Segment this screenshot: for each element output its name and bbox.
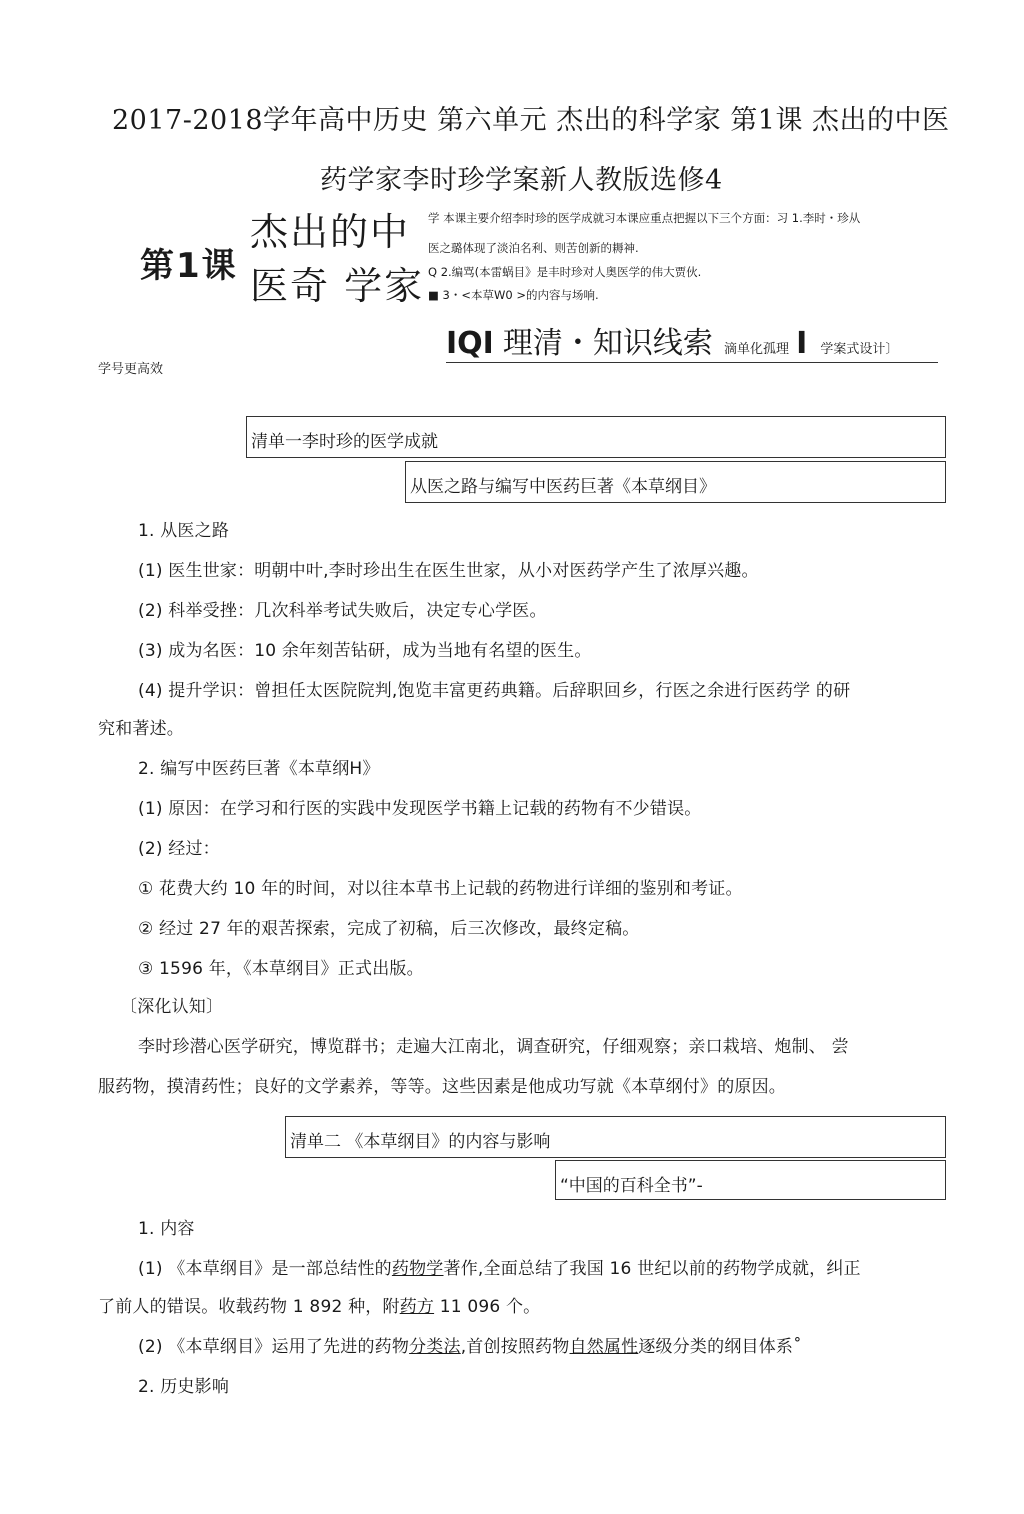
section-header-title: 理清・知识线索: [502, 326, 713, 361]
text-line: ① 花费大约 10 年的时间，对以往本草书上记载的药物进行详细的鉴别和考证。: [138, 879, 743, 899]
section-header-note-1: 滴单化孤理: [724, 342, 790, 357]
text-line: 究和著述。: [98, 719, 184, 739]
text-line: 李时珍潜心医学研究，博览群书；走遍大江南北，调查研究，仔细观察；亲口栽培、炮制、 尝: [138, 1037, 849, 1057]
lesson-name-line-2: 医奇 学家: [250, 264, 425, 308]
text-line: (2) 经过：: [138, 839, 220, 859]
section-header-continued: 学号更高效: [98, 362, 164, 377]
text-segment: 逐级分类的纲目体系˚: [638, 1337, 802, 1357]
lesson-intro-line-1: 学 本课主要介绍李时珍的医学成就习本课应重点把握以下三个方面：习 1.李时・珍从: [428, 211, 861, 225]
text-segment: (2) 《本草纲目》运用了先进的药物: [138, 1337, 410, 1357]
text-segment: 11 096 个。: [434, 1297, 541, 1317]
list-2-subtitle-box: [555, 1160, 946, 1200]
section-header-bar: I: [796, 326, 808, 361]
list-2-title: 清单二 《本草纲目》的内容与影响: [290, 1132, 551, 1152]
text-segment: ,首创按照药物: [460, 1337, 570, 1357]
section-header-note-2: 学案式设计〕: [820, 342, 899, 357]
list-1-subtitle: 从医之路与编写中医药巨著《本草纲目》: [410, 477, 716, 497]
text-line: (1) 医生世家：明朝中叶,李时珍出生在医生世家，从小对医药学产生了浓厚兴趣。: [138, 561, 759, 581]
text-segment: (1) 《本草纲目》是一部总结性的: [138, 1259, 392, 1279]
underlined-term: 分类法: [409, 1337, 461, 1357]
list-1-title: 清单一李时珍的医学成就: [251, 432, 438, 452]
text-line: [138, 1254, 861, 1279]
underlined-term: 自然属性: [569, 1337, 639, 1357]
section-header: [446, 318, 938, 363]
list-2-title-box: [285, 1116, 946, 1158]
text-line: ③ 1596 年，《本草纲目》正式出版。: [138, 959, 424, 979]
text-line: (2) 科举受挫：几次科举考试失败后，决定专心学医。: [138, 601, 547, 621]
text-line: (3) 成为名医：10 余年刻苦钻研，成为当地有名望的医生。: [138, 641, 592, 661]
text-line: 2. 历史影响: [138, 1377, 230, 1397]
underlined-term: 药方: [399, 1297, 435, 1317]
text-segment: 了前人的错误。收载药物 1 892 种，附: [98, 1297, 400, 1317]
lesson-intro-line-2: 医之璐体现了淡泊名利、则苦创新的耨神.: [428, 241, 639, 255]
text-line: 1. 内容: [138, 1219, 195, 1239]
section-header-icon: IQI: [446, 326, 494, 361]
lesson-intro-line-3: Q 2.编骂(本雷蜗目》是丰时珍对人奥医学的伟大贾伙.: [428, 265, 702, 279]
text-line: [138, 1332, 802, 1357]
lesson-label: 第1课: [140, 246, 238, 286]
text-line: (1) 原因：在学习和行医的实践中发现医学书籍上记载的药物有不少错误。: [138, 799, 702, 819]
list-1-subtitle-box: [405, 461, 946, 503]
text-line: 〔深化认知〕: [120, 997, 224, 1017]
text-line: 服药物，摸清药性；良好的文学素养，等等。这些因素是他成功写就《本草纲付》的原因。: [98, 1077, 786, 1097]
text-line: (4) 提升学识：曾担任太医院院判,饱览丰富更药典籍。后辞职回乡，行医之余进行医药学 的研: [138, 681, 851, 701]
lesson-name-line-1: 杰出的中: [250, 210, 411, 254]
text-line: 2. 编写中医药巨著《本草纲H》: [138, 759, 380, 779]
text-line: ② 经过 27 年的艰苦探索，完成了初稿，后三次修改，最终定稿。: [138, 919, 640, 939]
underlined-term: 药物学: [391, 1259, 444, 1279]
text-segment: 著作,全面总结了我国 16 世纪以前的药物学成就，纠正: [443, 1259, 861, 1279]
list-2-subtitle: “中国的百科全书”-: [560, 1176, 703, 1196]
lesson-intro-line-4: ■ 3・<本草W0 >的内容与场响.: [428, 288, 599, 302]
document-title-line-1: 2017-2018学年高中历史 第六单元 杰出的科学家 第1课 杰出的中医: [112, 105, 950, 136]
document-title-line-2: 药学家李时珍学案新人教版选修4: [320, 165, 723, 196]
list-1-title-box: [246, 416, 946, 458]
text-line: 1. 从医之路: [138, 521, 230, 541]
text-line: [98, 1292, 540, 1317]
